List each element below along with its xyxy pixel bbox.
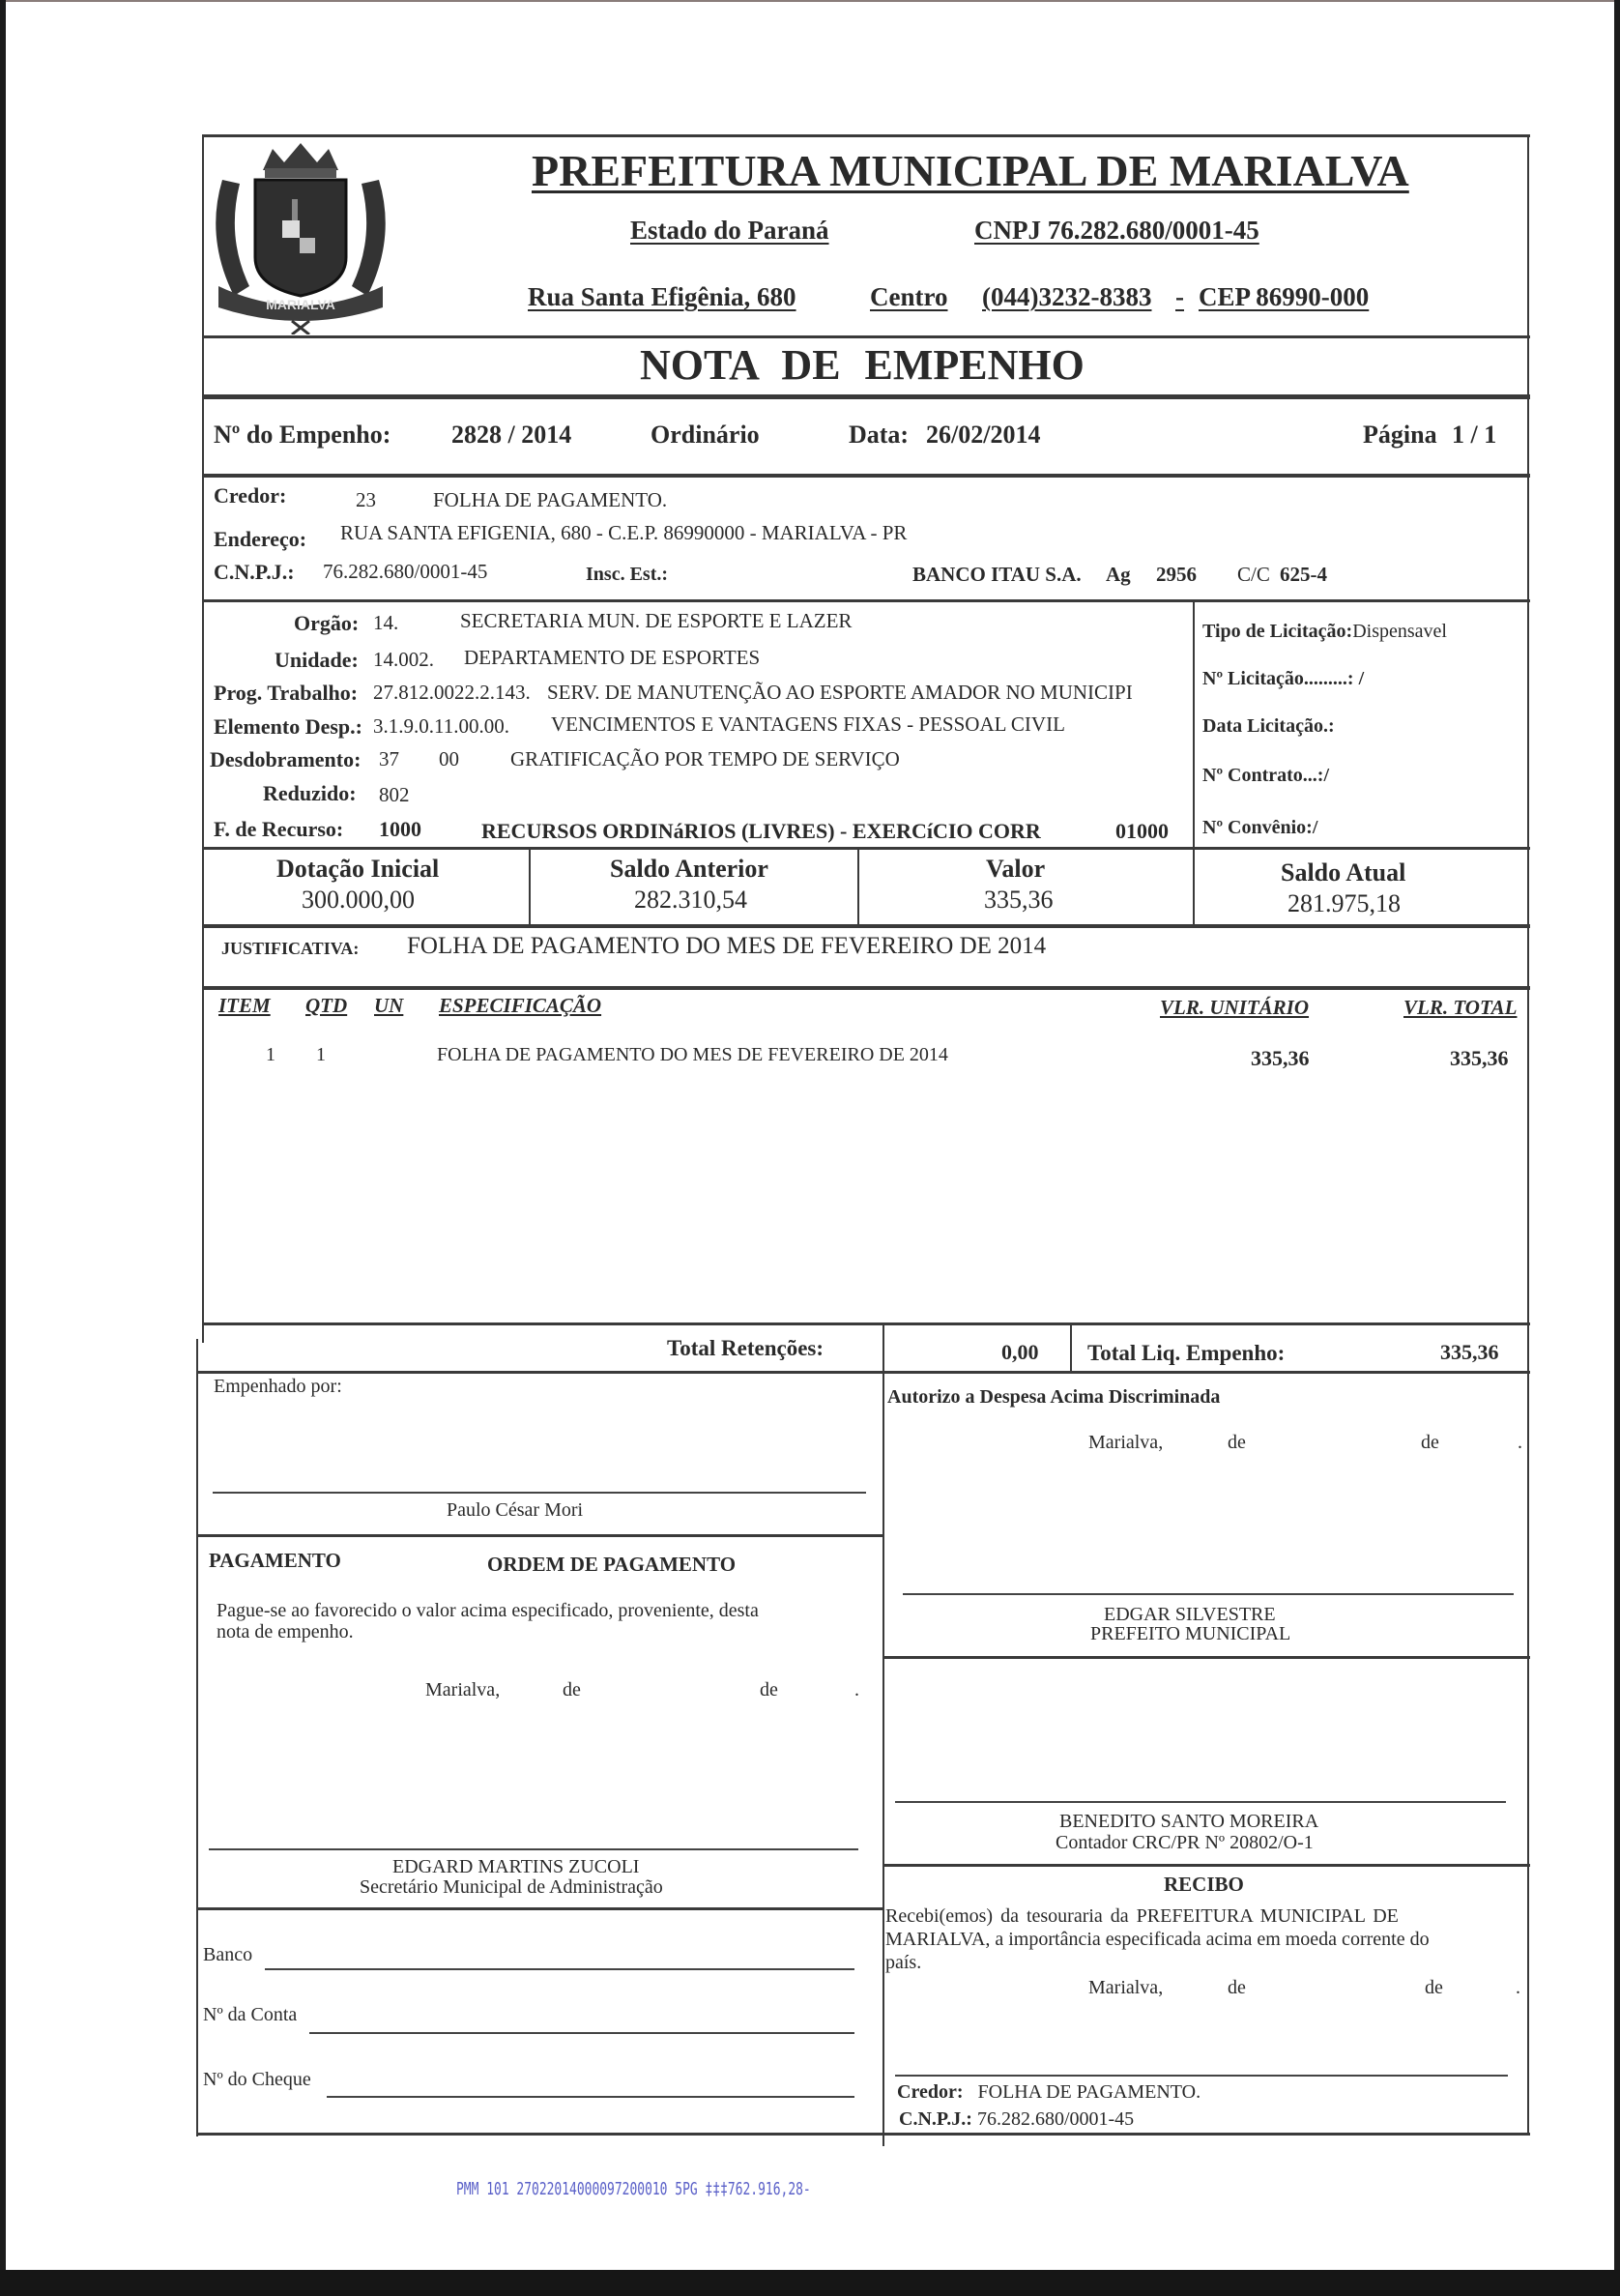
unidade-label: Unidade: [275,648,359,672]
balance-value: 300.000,00 [302,886,415,914]
insc-est-label: Insc. Est.: [586,564,669,585]
pagamento-de: de [563,1679,581,1700]
scan-edge-bottom [0,2270,1620,2296]
banco-field[interactable] [265,1968,854,1970]
header-title: PREFEITURA MUNICIPAL DE MARIALVA [532,146,1409,195]
licitacao-tipo [1202,622,1447,641]
row-spec: FOLHA DE PAGAMENTO DO MES DE FEVEREIRO DE 2014 [437,1044,948,1065]
header-state: Estado do Paraná [630,216,829,245]
signature-line [903,1593,1514,1595]
recibo-de: de [1228,1977,1246,1998]
scan-edge-right [1614,0,1620,2296]
coat-of-arms-icon [205,141,396,334]
prefeito-name: EDGAR SILVESTRE [1104,1604,1276,1625]
col-header-spec: ESPECIFICAÇÃO [439,994,602,1017]
credor-code: 23 [356,488,376,511]
programa-label: Prog. Trabalho: [214,681,359,705]
header-district: Centro [870,282,948,311]
header-address: Rua Santa Efigênia, 680 [528,282,796,311]
recibo-credor-label: Credor: [897,2081,964,2103]
cheque-label: Nº do Cheque [203,2069,311,2090]
coat-of-arms-logo [205,141,396,334]
agency-number: 2956 [1156,563,1197,586]
row-qtd: 1 [316,1044,326,1065]
cnpj-label: C.N.P.J.: [214,560,295,584]
prefeito-role: PREFEITO MUNICIPAL [1090,1623,1291,1644]
balance-label: Valor [986,855,1046,883]
row-total-value: 335,36 [1450,1046,1509,1070]
signature-line [209,1848,858,1850]
empenho-type: Ordinário [651,421,760,449]
signature-line [895,2075,1508,2077]
scan-edge-top [0,0,1620,2]
conta-label: Nº da Conta [203,2004,298,2025]
autorizo-dot: . [1518,1432,1522,1453]
contador-role: Contador CRC/PR Nº 20802/O-1 [1056,1832,1314,1853]
recibo-title: RECIBO [1164,1873,1244,1896]
pagamento-dot: . [854,1679,859,1700]
recibo-cnpj-value: 76.282.680/0001-45 [976,2108,1135,2130]
recurso-desc: RECURSOS ORDINáRIOS (LIVRES) - EXERCíCIO CORR [481,819,1041,843]
scan-edge-left [0,0,6,2296]
header-cnpj: CNPJ 76.282.680/0001-45 [974,216,1259,245]
agency-label: Ag [1106,563,1131,586]
recibo-credor [897,2082,1201,2102]
secretario-role: Secretário Municipal de Administração [360,1876,663,1898]
licitacao-data: Data Licitação.: [1202,715,1335,737]
pagamento-place: Marialva, [425,1679,501,1700]
address-label: Endereço: [214,527,307,551]
autorizo-de: de [1421,1432,1439,1453]
header-phone: (044)3232-8383 [982,282,1152,311]
justificativa-text: FOLHA DE PAGAMENTO DO MES DE FEVEREIRO DE 2014 [407,933,1047,959]
recibo-dot: . [1516,1977,1520,1998]
reduzido-label: Reduzido: [263,781,357,805]
account-label: C/C [1237,563,1270,586]
balance-label: Saldo Atual [1281,858,1406,886]
col-header-un: UN [374,994,404,1017]
recibo-text-3: país. [885,1952,922,1973]
justificativa-label: JUSTIFICATIVA: [221,939,360,958]
elemento-label: Elemento Desp.: [214,714,362,739]
licitacao-numero: Nº Licitação.........: / [1202,668,1365,689]
convenio-numero: Nº Convênio:/ [1202,817,1318,838]
empenho-number: 2828 / 2014 [451,421,572,449]
licitacao-tipo-label: Tipo de Licitação: [1202,621,1353,642]
bank-name: BANCO ITAU S.A. [912,563,1082,586]
conta-field[interactable] [309,2032,854,2034]
empenho-number-label: Nº do Empenho: [214,421,391,449]
balance-value: 282.310,54 [634,886,747,914]
credor-label: Credor: [214,483,287,508]
col-header-total-value: VLR. TOTAL [1403,996,1518,1019]
balance-label: Dotação Inicial [276,855,440,883]
recibo-credor-value: FOLHA DE PAGAMENTO. [977,2081,1201,2103]
banco-label: Banco [203,1944,253,1965]
desdobramento-sub: 00 [439,747,459,770]
row-item: 1 [266,1044,275,1065]
col-header-item: ITEM [218,994,271,1017]
reduzido-code: 802 [379,783,410,806]
col-header-unit-value: VLR. UNITÁRIO [1160,996,1310,1019]
recurso-code: 1000 [379,817,421,841]
account-number: 625-4 [1280,563,1327,586]
recibo-cnpj [899,2109,1134,2129]
unidade-desc: DEPARTAMENTO DE ESPORTES [464,646,761,669]
autorizo-title: Autorizo a Despesa Acima Discriminada [887,1386,1221,1408]
recibo-text-1: Recebi(emos) da tesouraria da PREFEITURA MUNICIPAL DE [885,1905,1399,1927]
pagamento-label: PAGAMENTO [209,1549,341,1572]
signature-line [895,1801,1506,1803]
balance-value: 335,36 [984,886,1054,914]
programa-code: 27.812.0022.2.143. [373,681,531,704]
credor-address: RUA SANTA EFIGENIA, 680 - C.E.P. 86990000 - MARIALVA - PR [340,521,908,544]
recibo-cnpj-label: C.N.P.J.: [899,2108,972,2130]
desdobramento-desc: GRATIFICAÇÃO POR TEMPO DE SERVIÇO [510,747,900,770]
credor-cnpj: 76.282.680/0001-45 [323,560,488,583]
col-header-qtd: QTD [305,994,348,1017]
pagamento-text-2: nota de empenho. [217,1621,354,1642]
autorizo-place: Marialva, [1088,1432,1164,1453]
orgao-label: Orgão: [294,611,360,635]
credor-name: FOLHA DE PAGAMENTO. [433,488,668,511]
bank-authentication-stamp: PMM 101 27022014000097200010 5PG ‡‡‡762.916,28- [456,2179,811,2199]
header-cep: CEP 86990-000 [1199,282,1370,311]
row-unit-value: 335,36 [1251,1046,1310,1070]
page-label: Página [1363,421,1437,449]
empenhado-signer: Paulo César Mori [447,1499,584,1521]
recibo-text-2: MARIALVA, a importância especificada acima em moeda corrente do [885,1929,1430,1950]
orgao-desc: SECRETARIA MUN. DE ESPORTE E LAZER [460,609,853,632]
programa-desc: SERV. DE MANUTENÇÃO AO ESPORTE AMADOR NO MUNICIPI [547,681,1133,704]
recibo-place: Marialva, [1088,1977,1164,1998]
elemento-code: 3.1.9.0.11.00.00. [373,714,509,738]
balance-value: 281.975,18 [1287,889,1401,917]
recurso-label: F. de Recurso: [214,817,344,841]
cheque-field[interactable] [327,2096,854,2098]
pagamento-de: de [760,1679,778,1700]
pagamento-text-1: Pague-se ao favorecido o valor acima especificado, proveniente, desta [217,1600,759,1621]
balance-label: Saldo Anterior [610,855,768,883]
svg-text:MARIALVA: MARIALVA [266,297,335,312]
elemento-desc: VENCIMENTOS E VANTAGENS FIXAS - PESSOAL CIVIL [551,712,1065,736]
contador-name: BENEDITO SANTO MOREIRA [1059,1811,1319,1832]
empenho-date-label: Data: [849,421,910,449]
contrato-numero: Nº Contrato...:/ [1202,765,1330,786]
liquido-value: 335,36 [1440,1340,1499,1364]
recibo-de: de [1425,1977,1443,1998]
unidade-code: 14.002. [373,648,434,671]
empenhado-label: Empenhado por: [214,1376,342,1397]
signature-line [213,1492,866,1494]
document-title: NOTA DE EMPENHO [640,341,1085,389]
secretario-name: EDGARD MARTINS ZUCOLI [392,1856,640,1877]
empenho-date: 26/02/2014 [926,421,1041,449]
desdobramento-label: Desdobramento: [210,747,362,771]
header-separator: - [1175,282,1184,311]
ordem-pagamento-title: ORDEM DE PAGAMENTO [487,1553,737,1576]
retencoes-value: 0,00 [1001,1340,1039,1364]
orgao-code: 14. [373,611,399,634]
retencoes-label: Total Retenções: [667,1336,824,1360]
desdobramento-code: 37 [379,747,399,770]
licitacao-tipo-value: Dispensavel [1352,621,1447,642]
recurso-extra: 01000 [1115,819,1169,843]
liquido-label: Total Liq. Empenho: [1087,1341,1286,1365]
page-number: 1 / 1 [1452,421,1497,449]
autorizo-de: de [1228,1432,1246,1453]
